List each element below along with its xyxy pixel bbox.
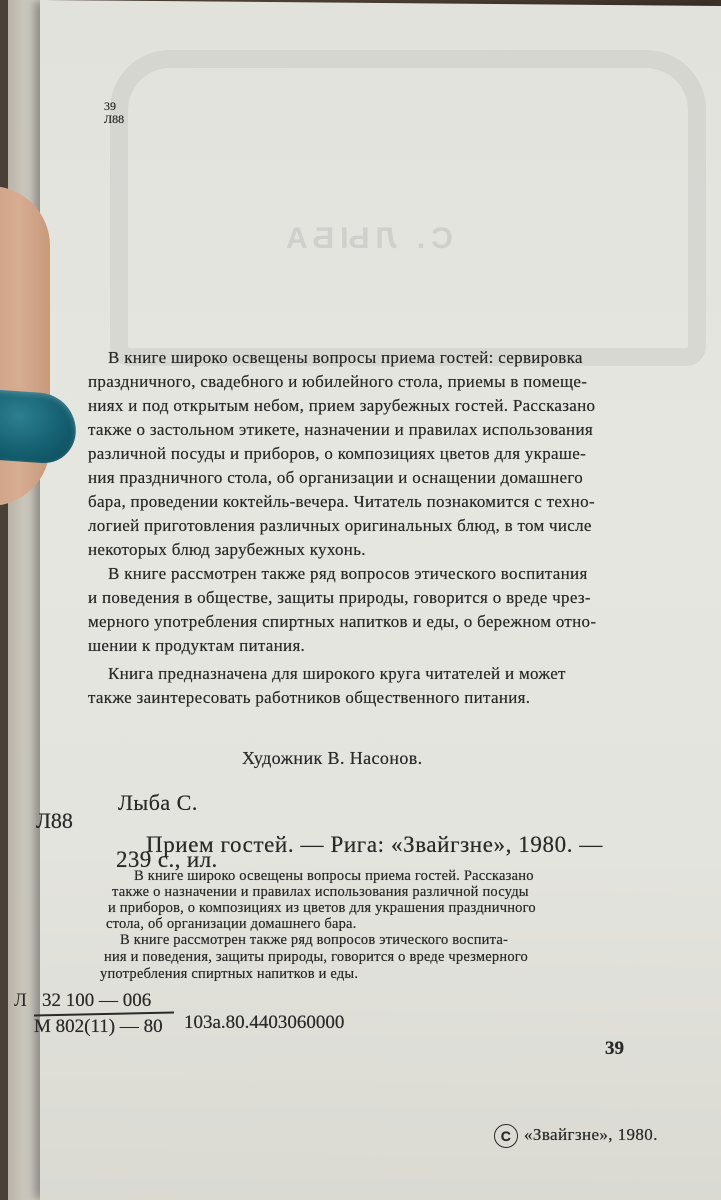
- annotation-line: В книге широко освещены вопросы приема гостей: сервировка: [108, 348, 583, 367]
- annotation-line: шении к продуктам питания.: [88, 636, 306, 655]
- card-summary-line: и приборов, о композициях из цветов для украшения праздничного: [108, 900, 536, 916]
- bbk-number: 39: [605, 1038, 624, 1059]
- annotation-line: также заинтересовать работников общественного питания.: [88, 688, 531, 707]
- annotation-line: Книга предназначена для широкого круга читателей и может: [108, 664, 566, 683]
- annotation-line: мерного употребления спиртных напитков и еды, о бережном отно-: [88, 612, 597, 631]
- annotation-line: различной посуды и приборов, о композициях цветов для украше-: [88, 444, 587, 463]
- index-code: 103а.80.4403060000: [184, 1012, 345, 1033]
- index-denominator: М 802(11) — 80: [34, 1016, 163, 1037]
- bbk-author-mark: Л88: [104, 112, 125, 126]
- annotation-line: В книге рассмотрен также ряд вопросов этического воспитания: [108, 564, 588, 583]
- annotation-line: логией приготовления различных оригинальных блюд, в том числе: [88, 516, 592, 535]
- card-summary-line: также о назначении и правилах использования различной посуды: [112, 884, 529, 900]
- cover-show-through-text: С. ЛЫБА: [280, 222, 453, 255]
- annotation-line: ния праздничного стола, об организации и оснащении домашнего: [88, 468, 584, 487]
- card-summary-line: В книге широко освещены вопросы приема гостей. Рассказано: [134, 868, 534, 884]
- annotation-line: некоторых блюд зарубежных кухонь.: [88, 540, 366, 559]
- annotation-line: также о застольном этикете, назначении и правилах использования: [88, 420, 593, 439]
- copyright-line: [494, 1124, 658, 1148]
- annotation-line: ниях и под открытым небом, прием зарубежных гостей. Рассказано: [88, 396, 596, 415]
- artist-credit: Художник В. Насонов.: [242, 748, 423, 768]
- copyright-icon: C: [494, 1124, 518, 1148]
- card-summary-line: стола, об организации домашнего бара.: [106, 916, 357, 932]
- card-summary-line: В книге рассмотрен также ряд вопросов этического воспита-: [120, 932, 508, 948]
- card-summary-line: ния и поведения, защиты природы, говорится о вреде чрезмерного: [104, 949, 529, 965]
- card-summary-line: употребления спиртных напитков и еды.: [100, 966, 359, 982]
- card-code: Л88: [36, 808, 73, 833]
- annotation-line: бара, проведении коктейль-вечера. Читатель познакомится с техно-: [88, 492, 595, 511]
- card-title-line: Прием гостей. — Рига: «Звайгзне», 1980. —: [146, 832, 604, 857]
- card-pages-line: 239 с., ил.: [116, 847, 218, 872]
- copyright-text: «Звайгзне», 1980.: [524, 1124, 658, 1144]
- annotation-line: праздничного, свадебного и юбилейного стола, приемы в помеще-: [88, 372, 588, 391]
- annotation-line: и поведения в обществе, защиты природы, говорится о вреде чрез-: [88, 588, 591, 607]
- index-numerator: 32 100 — 006: [42, 990, 152, 1011]
- cover-show-through: [110, 50, 706, 366]
- card-author: Лыба С.: [118, 790, 198, 815]
- bbk-class-number: 39: [104, 99, 116, 113]
- index-prefix: Л: [14, 990, 27, 1011]
